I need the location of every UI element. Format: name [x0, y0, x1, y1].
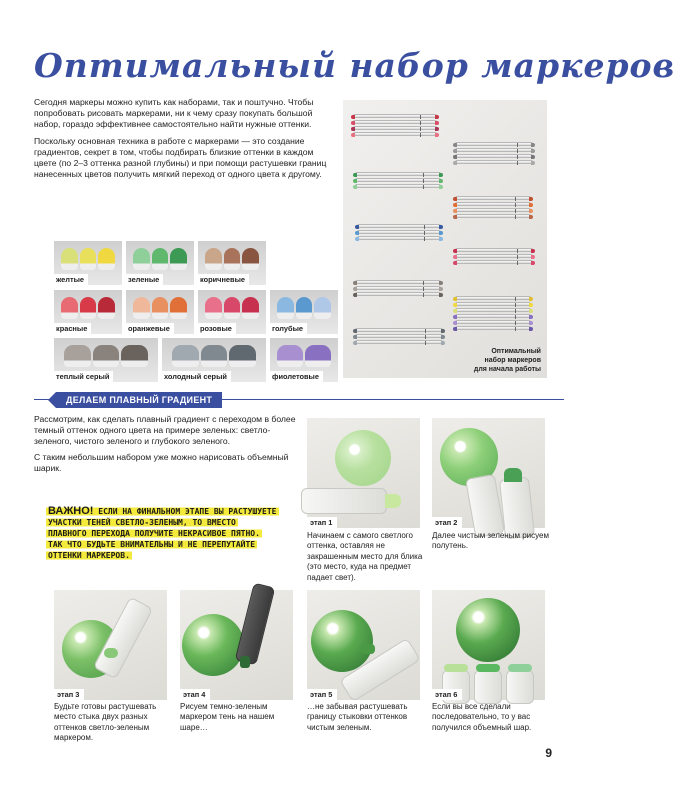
- marker-pen: [455, 254, 533, 258]
- marker-cap-right: [439, 185, 443, 189]
- body-paragraph-1: Рассмотрим, как сделать плавный градиент с переходом в более темный оттенок одного цвета на примере зеленых: светло-зеленого, чистого зеленого и глубокого зеленого.: [34, 414, 296, 447]
- marker-cap-left: [453, 321, 457, 325]
- green-ball: [456, 598, 520, 662]
- marker-pen: [455, 148, 533, 152]
- marker-pen: [455, 196, 531, 200]
- marker-pen: [455, 260, 533, 264]
- marker-cap: [296, 297, 313, 319]
- marker-body: [499, 477, 535, 540]
- marker-ring: [517, 161, 518, 165]
- marker-ring: [424, 225, 425, 229]
- marker-pen: [455, 154, 533, 158]
- marker-ring: [420, 133, 421, 137]
- marker-pen: [455, 160, 533, 164]
- marker-cap: [133, 297, 150, 319]
- step-photo-2: [432, 418, 545, 528]
- color-swatch: [126, 290, 194, 334]
- color-swatch: [270, 290, 338, 334]
- marker-cap-right: [439, 237, 443, 241]
- marker-cap: [64, 345, 90, 367]
- marker-photo-caption: [474, 347, 541, 374]
- marker-group: [357, 224, 441, 242]
- color-swatch: [270, 338, 338, 382]
- marker-pen: [455, 302, 531, 306]
- marker-pen: [355, 172, 441, 176]
- marker-cap: [224, 297, 241, 319]
- marker-ring: [515, 303, 516, 307]
- marker-cap-left: [353, 335, 357, 339]
- stage-label-3: этап 3: [54, 689, 84, 700]
- marker-pen: [355, 292, 441, 296]
- marker-cap: [121, 345, 147, 367]
- marker-caps: [205, 248, 259, 270]
- swatch-label: теплый серый: [54, 371, 113, 382]
- marker-cap: [152, 248, 169, 270]
- step-photo-5: [307, 590, 420, 700]
- marker-cap: [224, 248, 241, 270]
- marker-pen: [353, 114, 437, 118]
- intro-paragraph-2: Поскольку основная техника в работе с маркерами — это создание градиентов, секрет в том, чтобы подбирать близкие оттенки в каждом цвете (по 2–3 оттенка разной глубины) и при помощи растушевки границ нанесенных цветов получить мягкий переход от одного цвета к другому.: [34, 135, 327, 180]
- marker-cap-right: [531, 155, 535, 159]
- marker-cap-left: [353, 173, 357, 177]
- marker-cap-right: [529, 327, 533, 331]
- photo-caption-line-3: для начала работы: [473, 366, 541, 373]
- marker-cap-left: [453, 315, 457, 319]
- marker-cap-left: [353, 287, 357, 291]
- marker-cap: [242, 248, 259, 270]
- step-caption-6: Если вы все сделали последовательно, то у вас получился объемный шар.: [432, 702, 532, 732]
- marker-ring: [515, 209, 516, 213]
- marker-cap: [205, 297, 222, 319]
- marker-caps: [172, 345, 255, 367]
- swatch-label: фиолетовые: [270, 371, 323, 382]
- marker-cap: [205, 248, 222, 270]
- marker-cap: [201, 345, 227, 367]
- marker-cap: [305, 345, 331, 367]
- marker-ring: [515, 315, 516, 319]
- marker-cap-left: [351, 115, 355, 119]
- photo-caption-line-2: набор маркеров: [484, 357, 541, 364]
- step-caption-4: Рисуем темно-зеленым маркером тень на нашем шаре…: [180, 702, 275, 732]
- marker-group: [355, 280, 441, 298]
- marker-pen: [355, 178, 441, 182]
- marker-cap-left: [453, 249, 457, 253]
- marker-ring: [425, 341, 426, 345]
- marker-ring: [517, 143, 518, 147]
- marker-cap: [172, 345, 198, 367]
- step-photo-6: [432, 590, 545, 700]
- marker-cap-left: [353, 179, 357, 183]
- marker-cap-left: [353, 185, 357, 189]
- step-caption-2: Далее чистым зеленым рисуем полутень.: [432, 531, 549, 551]
- marker-cap-right: [529, 197, 533, 201]
- marker-cap-right: [531, 149, 535, 153]
- color-swatch: [198, 241, 266, 285]
- marker-cap: [61, 248, 78, 270]
- marker-cap-left: [453, 143, 457, 147]
- intro-text: [34, 97, 330, 185]
- marker-tip: [476, 664, 500, 672]
- marker-cap-left: [453, 327, 457, 331]
- marker-cap-right: [439, 225, 443, 229]
- marker-cap-left: [453, 297, 457, 301]
- marker-cap: [314, 297, 331, 319]
- marker-cap-right: [529, 297, 533, 301]
- swatch-label: оранжевые: [126, 323, 174, 334]
- marker-pen: [455, 326, 531, 330]
- marker-pen: [353, 126, 437, 130]
- marker-cap-right: [529, 315, 533, 319]
- marker-caps: [133, 248, 187, 270]
- intro-paragraph-1: Сегодня маркеры можно купить как наборами, так и поштучно. Чтобы попробовать рисовать маркерами, ни к чему сразу покупать большой набор, гораздо эффективнее самостоятельно найти нужные оттенки.: [34, 97, 314, 130]
- marker-cap-left: [453, 261, 457, 265]
- marker-ring: [424, 231, 425, 235]
- step-caption-1: Начинаем с самого светлого оттенка, оставляя не закрашенным место для блика (это место, куда на предмет падает свет).: [307, 531, 423, 582]
- marker-ring: [425, 329, 426, 333]
- step-photo-1: [307, 418, 420, 528]
- page-number: 9: [545, 746, 552, 760]
- marker-cap: [242, 297, 259, 319]
- marker-cap-right: [529, 309, 533, 313]
- marker-ring: [423, 185, 424, 189]
- step-photo-3: [54, 590, 167, 700]
- marker-ring: [425, 335, 426, 339]
- marker-cap-right: [439, 281, 443, 285]
- marker-tip: [104, 648, 118, 658]
- marker-tip: [240, 656, 250, 668]
- marker-cap-right: [529, 209, 533, 213]
- swatch-label: холодный серый: [162, 371, 231, 382]
- marker-ring: [420, 127, 421, 131]
- marker-ring: [515, 309, 516, 313]
- marker-cap-right: [529, 321, 533, 325]
- marker-tip: [504, 468, 522, 482]
- marker-cap-right: [531, 255, 535, 259]
- color-swatch: [54, 241, 122, 285]
- marker-group: [355, 172, 441, 190]
- marker-cap-left: [453, 215, 457, 219]
- marker-ring: [423, 173, 424, 177]
- marker-pen: [455, 142, 533, 146]
- marker-pen: [357, 224, 441, 228]
- swatch-label: голубые: [270, 323, 307, 334]
- marker-cap-left: [355, 225, 359, 229]
- marker-cap-left: [453, 161, 457, 165]
- marker-cap-right: [529, 203, 533, 207]
- marker-cap-left: [355, 237, 359, 241]
- marker-cap-left: [351, 133, 355, 137]
- marker-cap-right: [531, 143, 535, 147]
- marker-cap-right: [439, 173, 443, 177]
- marker-tip: [361, 644, 375, 654]
- marker-group: [455, 248, 533, 266]
- marker-cap-left: [353, 293, 357, 297]
- color-swatch: [198, 290, 266, 334]
- step-caption-3: Будьте готовы растушевать место стыка двух разных оттенков светло-зеленым маркером.: [54, 702, 157, 743]
- body-paragraph-2: С таким небольшим набором уже можно нарисовать объемный шарик.: [34, 451, 289, 473]
- marker-ring: [517, 261, 518, 265]
- marker-group: [455, 296, 531, 314]
- marker-ring: [424, 237, 425, 241]
- marker-cap-right: [441, 341, 445, 345]
- marker-cap-left: [351, 121, 355, 125]
- marker-cap: [152, 297, 169, 319]
- swatch-label: желтые: [54, 274, 88, 285]
- marker-pen: [455, 314, 531, 318]
- marker-ring: [515, 297, 516, 301]
- marker-group: [455, 196, 531, 220]
- important-lead: ВАЖНО!: [48, 505, 94, 517]
- marker-cap: [93, 345, 119, 367]
- marker-ring: [517, 155, 518, 159]
- marker-group: [455, 142, 533, 166]
- marker-pen: [357, 236, 441, 240]
- marker-cap-left: [453, 309, 457, 313]
- marker-group: [353, 114, 437, 138]
- marker-cap-right: [531, 249, 535, 253]
- swatch-label: зеленые: [126, 274, 163, 285]
- marker-pen: [455, 208, 531, 212]
- marker-cap-right: [435, 121, 439, 125]
- marker-cap: [170, 297, 187, 319]
- marker-cap-left: [453, 303, 457, 307]
- marker-pen: [355, 328, 443, 332]
- color-swatch: [54, 338, 158, 382]
- marker-ring: [515, 327, 516, 331]
- marker-cap-right: [435, 115, 439, 119]
- marker-cap-left: [355, 231, 359, 235]
- marker-cap-left: [353, 281, 357, 285]
- swatch-label: красные: [54, 323, 91, 334]
- marker-caps: [277, 297, 331, 319]
- marker-caps: [277, 345, 331, 367]
- marker-ring: [423, 287, 424, 291]
- marker-cap-left: [351, 127, 355, 131]
- marker-group: [355, 328, 443, 346]
- marker-cap-right: [435, 127, 439, 131]
- marker-pen: [455, 320, 531, 324]
- marker-set-photo: [343, 100, 547, 378]
- marker-cap-right: [439, 179, 443, 183]
- marker-tip: [508, 664, 532, 672]
- marker-cap: [133, 248, 150, 270]
- marker-cap-right: [439, 231, 443, 235]
- marker-cap-left: [353, 329, 357, 333]
- marker-ring: [420, 115, 421, 119]
- marker-pen: [353, 120, 437, 124]
- marker-ring: [515, 215, 516, 219]
- marker-cap: [229, 345, 255, 367]
- marker-body: [301, 488, 387, 514]
- marker-cap-right: [439, 293, 443, 297]
- marker-pen: [355, 280, 441, 284]
- marker-cap: [277, 297, 294, 319]
- important-text: ЕСЛИ НА ФИНАЛЬНОМ ЭТАПЕ ВЫ РАСТУШУЕТЕ УЧАСТКИ ТЕНЕЙ СВЕТЛО-ЗЕЛЕНЫМ, ТО ВМЕСТО ПЛАВНОГО ПЕРЕХОДА ПОЛУЧИТЕ НЕКРАСИВОЕ ПЯТНО. ТАК ЧТО БУДЬТЕ ВНИМАТЕЛЬНЫ И НЕ ПЕРЕПУТАЙТЕ ОТТЕНКИ МАРКЕРОВ.: [48, 507, 277, 560]
- marker-pen: [455, 248, 533, 252]
- marker-ring: [517, 255, 518, 259]
- step-caption-5: …не забывая растушевать границу стыковки оттенков чистым зеленым.: [307, 702, 408, 732]
- marker-pen: [455, 214, 531, 218]
- marker-cap: [98, 297, 115, 319]
- marker-cap-left: [453, 197, 457, 201]
- marker-ring: [515, 197, 516, 201]
- marker-body: [506, 670, 534, 704]
- marker-caps: [61, 297, 115, 319]
- green-ball: [335, 430, 391, 486]
- marker-pen: [455, 308, 531, 312]
- photo-caption-line-1: Оптимальный: [491, 348, 541, 355]
- marker-ring: [423, 179, 424, 183]
- marker-cap-left: [353, 341, 357, 345]
- marker-pen: [355, 184, 441, 188]
- marker-ring: [423, 293, 424, 297]
- marker-body: [474, 670, 502, 704]
- marker-ring: [517, 149, 518, 153]
- swatch-label: коричневые: [198, 274, 249, 285]
- marker-cap: [277, 345, 303, 367]
- marker-cap: [170, 248, 187, 270]
- marker-cap-right: [531, 161, 535, 165]
- marker-group: [455, 314, 531, 332]
- marker-pen: [355, 334, 443, 338]
- marker-cap-right: [441, 335, 445, 339]
- page-title: Оптимальный набор маркеров: [34, 46, 675, 85]
- marker-cap-left: [453, 255, 457, 259]
- stage-label-1: этап 1: [307, 517, 337, 528]
- marker-pen: [355, 340, 443, 344]
- marker-pen: [455, 202, 531, 206]
- marker-cap-right: [529, 303, 533, 307]
- marker-caps: [205, 297, 259, 319]
- marker-pen: [357, 230, 441, 234]
- marker-ring: [420, 121, 421, 125]
- marker-caps: [64, 345, 147, 367]
- marker-cap-right: [529, 215, 533, 219]
- green-ball: [182, 614, 244, 676]
- marker-cap: [98, 248, 115, 270]
- stage-label-4: этап 4: [180, 689, 210, 700]
- marker-ring: [517, 249, 518, 253]
- marker-ring: [423, 281, 424, 285]
- marker-body: [235, 583, 276, 666]
- stage-label-6: этап 6: [432, 689, 462, 700]
- marker-tip: [444, 664, 468, 672]
- section-header: ДЕЛАЕМ ПЛАВНЫЙ ГРАДИЕНТ: [56, 392, 222, 408]
- marker-pen: [355, 286, 441, 290]
- color-swatch: [54, 290, 122, 334]
- stage-label-5: этап 5: [307, 689, 337, 700]
- marker-cap-right: [439, 287, 443, 291]
- marker-cap-right: [441, 329, 445, 333]
- swatch-label: розовые: [198, 323, 236, 334]
- color-swatch: [162, 338, 266, 382]
- marker-tip: [385, 494, 401, 508]
- marker-cap-left: [453, 155, 457, 159]
- marker-caps: [133, 297, 187, 319]
- marker-pen: [455, 296, 531, 300]
- marker-cap-left: [453, 149, 457, 153]
- gradient-body-text: [34, 414, 296, 478]
- marker-cap: [80, 297, 97, 319]
- marker-cap: [61, 297, 78, 319]
- important-note: [46, 506, 278, 561]
- color-swatch: [126, 241, 194, 285]
- green-ball: [311, 610, 373, 672]
- marker-ring: [515, 203, 516, 207]
- marker-cap-left: [453, 203, 457, 207]
- step-photo-4: [180, 590, 293, 700]
- marker-pen: [353, 132, 437, 136]
- marker-cap-right: [531, 261, 535, 265]
- marker-caps: [61, 248, 115, 270]
- marker-ring: [515, 321, 516, 325]
- stage-label-2: этап 2: [432, 517, 462, 528]
- marker-cap: [80, 248, 97, 270]
- marker-cap-left: [453, 209, 457, 213]
- marker-cap-right: [435, 133, 439, 137]
